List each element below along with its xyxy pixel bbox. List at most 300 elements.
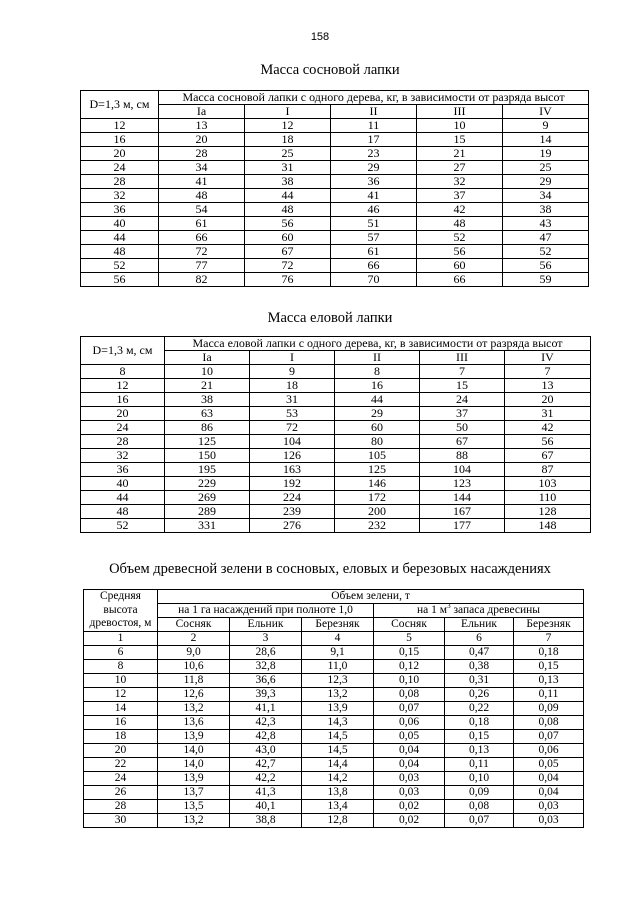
table-cell: 172 (335, 491, 420, 505)
table-cell: 7 (505, 365, 591, 379)
table-cell: 27 (417, 161, 503, 175)
table-cell: 32 (81, 189, 159, 203)
table-cell: 31 (250, 393, 335, 407)
table-cell: 70 (331, 273, 417, 287)
table-cell: 13,2 (302, 688, 374, 702)
table3-group-header: Объем зелени, т (158, 590, 584, 604)
table-row (81, 477, 591, 491)
table-row (81, 421, 591, 435)
table-cell: 0,02 (374, 814, 445, 828)
table-cell: 150 (165, 449, 250, 463)
table-cell: 0,15 (445, 730, 514, 744)
table-cell: 12 (245, 119, 331, 133)
table-cell: 66 (331, 259, 417, 273)
table-cell: 42,3 (230, 716, 302, 730)
spruce-branch-mass-table (80, 336, 591, 533)
table-cell: 51 (331, 217, 417, 231)
table-cell: 13 (159, 119, 245, 133)
table2-column-header: III (420, 351, 505, 365)
table-cell: 36 (331, 175, 417, 189)
table-cell: 39,3 (230, 688, 302, 702)
table-cell: 177 (420, 519, 505, 533)
table-cell: 34 (159, 161, 245, 175)
table-cell: 59 (503, 273, 589, 287)
greenery-volume-table (83, 589, 584, 828)
table-cell: 53 (250, 407, 335, 421)
table-row (84, 688, 584, 702)
table-cell: 11,0 (302, 660, 374, 674)
table-cell: 12,3 (302, 674, 374, 688)
table-cell: 0,08 (374, 688, 445, 702)
table-cell: 12,6 (158, 688, 230, 702)
table-cell: 20 (81, 407, 165, 421)
table-row (84, 716, 584, 730)
table-cell: 31 (505, 407, 591, 421)
table-cell: 61 (159, 217, 245, 231)
table-cell: 52 (81, 259, 159, 273)
table-cell: 125 (335, 463, 420, 477)
table-row (84, 786, 584, 800)
table-cell: 30 (84, 814, 158, 828)
table-cell: 26 (84, 786, 158, 800)
table-cell: 42 (505, 421, 591, 435)
table-cell: 0,03 (514, 814, 584, 828)
table-cell: 72 (159, 245, 245, 259)
table-cell: 67 (245, 245, 331, 259)
table-cell: 21 (417, 147, 503, 161)
table-cell: 0,10 (445, 772, 514, 786)
table-cell: 29 (503, 175, 589, 189)
table-cell: 37 (417, 189, 503, 203)
table-cell: 13,9 (158, 772, 230, 786)
table3-row-header-line: высота (103, 603, 138, 616)
table-cell: 9 (503, 119, 589, 133)
table-row (84, 758, 584, 772)
table-cell: 12 (81, 379, 165, 393)
table-cell: 9 (250, 365, 335, 379)
table-cell: 0,15 (514, 660, 584, 674)
table-cell: 13,2 (158, 702, 230, 716)
table-cell: 24 (81, 161, 159, 175)
table-cell: 20 (81, 147, 159, 161)
table-cell: 10,6 (158, 660, 230, 674)
table-cell: 9,0 (158, 646, 230, 660)
table-cell: 289 (165, 505, 250, 519)
table-cell: 38 (503, 203, 589, 217)
table-cell: 110 (505, 491, 591, 505)
subgroup-text: запаса древесины (450, 604, 541, 616)
table-cell: 0,18 (514, 646, 584, 660)
table3-subgroup-per-cubic-meter (374, 604, 584, 618)
table-cell: 13,8 (302, 786, 374, 800)
table-cell: 32 (417, 175, 503, 189)
table-cell: 200 (335, 505, 420, 519)
table-cell: 15 (420, 379, 505, 393)
table-cell: 61 (331, 245, 417, 259)
table3-column-header: Березняк (302, 618, 374, 632)
table-cell: 38,8 (230, 814, 302, 828)
table-row (84, 702, 584, 716)
table-cell: 0,03 (514, 800, 584, 814)
table-cell: 28 (84, 800, 158, 814)
table-cell: 56 (505, 435, 591, 449)
table-cell: 15 (417, 133, 503, 147)
table-cell: 24 (420, 393, 505, 407)
table-cell: 11 (331, 119, 417, 133)
table-cell: 72 (250, 421, 335, 435)
table-cell: 10 (165, 365, 250, 379)
table-cell: 23 (331, 147, 417, 161)
table-row (84, 646, 584, 660)
table-row (81, 175, 589, 189)
table-cell: 0,04 (374, 744, 445, 758)
table-cell: 0,18 (445, 716, 514, 730)
table1-group-header: Масса сосновой лапки с одного дерева, кг, в зависимости от разряда высот (159, 91, 589, 105)
table-cell: 36 (81, 203, 159, 217)
table-row (84, 660, 584, 674)
table2-column-header: II (335, 351, 420, 365)
table-cell: 42,2 (230, 772, 302, 786)
table-cell: 10 (84, 674, 158, 688)
table-cell: 52 (417, 231, 503, 245)
table-cell: 0,13 (514, 674, 584, 688)
table-cell: 0,10 (374, 674, 445, 688)
table-cell: 31 (245, 161, 331, 175)
table-cell: 17 (331, 133, 417, 147)
table-cell: 34 (503, 189, 589, 203)
table-cell: 28 (81, 435, 165, 449)
table-cell: 88 (420, 449, 505, 463)
table-cell: 47 (503, 231, 589, 245)
table-cell: 16 (335, 379, 420, 393)
table-cell: 0,06 (514, 744, 584, 758)
table1-column-header: III (417, 105, 503, 119)
table-cell: 125 (165, 435, 250, 449)
table-cell: 13,7 (158, 786, 230, 800)
table1-column-header: II (331, 105, 417, 119)
table-cell: 239 (250, 505, 335, 519)
table-cell: 13,9 (158, 730, 230, 744)
table-cell: 13,9 (302, 702, 374, 716)
table-cell: 76 (245, 273, 331, 287)
table-cell: 8 (335, 365, 420, 379)
table3-row-header (84, 590, 158, 632)
table-row (81, 147, 589, 161)
table-cell: 0,05 (374, 730, 445, 744)
table-cell: 41 (159, 175, 245, 189)
table-row (81, 203, 589, 217)
table-cell: 269 (165, 491, 250, 505)
table-cell: 44 (81, 231, 159, 245)
table-cell: 87 (505, 463, 591, 477)
table2-title: Масса еловой лапки (267, 310, 393, 326)
table-cell: 0,47 (445, 646, 514, 660)
table2-column-header: IV (505, 351, 591, 365)
table-cell: 80 (335, 435, 420, 449)
table-row (81, 245, 589, 259)
table-row (81, 449, 591, 463)
table-cell: 29 (331, 161, 417, 175)
table2-column-header: I (250, 351, 335, 365)
table-cell: 40 (81, 217, 159, 231)
table-cell: 18 (245, 133, 331, 147)
table-cell: 0,03 (374, 772, 445, 786)
table-cell: 331 (165, 519, 250, 533)
table-row (81, 505, 591, 519)
table-cell: 192 (250, 477, 335, 491)
table-row (81, 393, 591, 407)
table-cell: 20 (505, 393, 591, 407)
table-cell: 14 (503, 133, 589, 147)
table3-column-header: Сосняк (158, 618, 230, 632)
table3-column-header: Березняк (514, 618, 584, 632)
table-cell: 56 (81, 273, 159, 287)
table-cell: 48 (159, 189, 245, 203)
table2-column-header: Ia (165, 351, 250, 365)
table3-column-header: Ельник (230, 618, 302, 632)
table-cell: 43 (503, 217, 589, 231)
table-cell: 0,07 (445, 814, 514, 828)
table-cell: 0,06 (374, 716, 445, 730)
table-cell: 0,26 (445, 688, 514, 702)
table-cell: 0,15 (374, 646, 445, 660)
table-cell: 36 (81, 463, 165, 477)
table3-column-number: 6 (445, 632, 514, 646)
table-cell: 54 (159, 203, 245, 217)
table-cell: 38 (245, 175, 331, 189)
table-cell: 0,04 (374, 758, 445, 772)
table-row (81, 273, 589, 287)
table3-row-header-line: Средняя (100, 590, 141, 603)
table-cell: 12 (81, 119, 159, 133)
table-cell: 32,8 (230, 660, 302, 674)
table-cell: 12 (84, 688, 158, 702)
table-cell: 63 (165, 407, 250, 421)
table3-column-number: 4 (302, 632, 374, 646)
table-cell: 32 (81, 449, 165, 463)
table1-column-header: IV (503, 105, 589, 119)
table3-column-header: Ельник (445, 618, 514, 632)
table-cell: 224 (250, 491, 335, 505)
table-cell: 41 (331, 189, 417, 203)
table-cell: 16 (81, 133, 159, 147)
table-cell: 0,07 (374, 702, 445, 716)
table-cell: 44 (81, 491, 165, 505)
table3-column-number: 3 (230, 632, 302, 646)
table-cell: 56 (245, 217, 331, 231)
table-cell: 48 (81, 245, 159, 259)
table-cell: 9,1 (302, 646, 374, 660)
table-cell: 14,4 (302, 758, 374, 772)
table3-row-header-line: древостоя, м (89, 617, 152, 630)
table-row (81, 217, 589, 231)
table-cell: 36,6 (230, 674, 302, 688)
table-cell: 28,6 (230, 646, 302, 660)
table-cell: 41,3 (230, 786, 302, 800)
table-row (81, 519, 591, 533)
table-cell: 66 (159, 231, 245, 245)
table-cell: 232 (335, 519, 420, 533)
table-cell: 128 (505, 505, 591, 519)
table-cell: 37 (420, 407, 505, 421)
table-cell: 52 (81, 519, 165, 533)
table-cell: 38 (165, 393, 250, 407)
table-row (81, 365, 591, 379)
table-cell: 25 (245, 147, 331, 161)
table3-column-number: 5 (374, 632, 445, 646)
table-cell: 46 (331, 203, 417, 217)
table-row (81, 491, 591, 505)
table-cell: 0,31 (445, 674, 514, 688)
table-cell: 0,04 (514, 772, 584, 786)
table-cell: 126 (250, 449, 335, 463)
table-cell: 66 (417, 273, 503, 287)
table3-column-number: 1 (84, 632, 158, 646)
table3-title: Объем древесной зелени в сосновых, еловых и березовых насаждениях (109, 561, 551, 577)
table1-column-header: Ia (159, 105, 245, 119)
table-cell: 50 (420, 421, 505, 435)
table-cell: 60 (335, 421, 420, 435)
table-cell: 0,12 (374, 660, 445, 674)
table-cell: 0,08 (445, 800, 514, 814)
table-cell: 0,02 (374, 800, 445, 814)
table-row (81, 259, 589, 273)
table-cell: 56 (417, 245, 503, 259)
table-cell: 25 (503, 161, 589, 175)
table-cell: 21 (165, 379, 250, 393)
table-cell: 60 (417, 259, 503, 273)
table-cell: 24 (81, 421, 165, 435)
table-cell: 13,6 (158, 716, 230, 730)
table-row (81, 189, 589, 203)
subgroup-text: на 1 м (417, 604, 448, 616)
table-cell: 104 (250, 435, 335, 449)
table-row (81, 231, 589, 245)
table-cell: 105 (335, 449, 420, 463)
pine-branch-mass-table (80, 90, 589, 287)
table-row (84, 674, 584, 688)
table-cell: 29 (335, 407, 420, 421)
table-row (81, 435, 591, 449)
table-cell: 0,22 (445, 702, 514, 716)
table-row (84, 772, 584, 786)
table-cell: 8 (84, 660, 158, 674)
table-cell: 0,38 (445, 660, 514, 674)
table-cell: 52 (503, 245, 589, 259)
table-cell: 14 (84, 702, 158, 716)
table-cell: 0,11 (445, 758, 514, 772)
table1-title: Масса сосновой лапки (260, 62, 400, 78)
table-cell: 13,2 (158, 814, 230, 828)
table-cell: 146 (335, 477, 420, 491)
table-cell: 57 (331, 231, 417, 245)
table-cell: 7 (420, 365, 505, 379)
table-cell: 104 (420, 463, 505, 477)
table-cell: 6 (84, 646, 158, 660)
table-cell: 0,03 (374, 786, 445, 800)
table-cell: 14,0 (158, 758, 230, 772)
table-cell: 67 (420, 435, 505, 449)
table-row (81, 463, 591, 477)
table-cell: 14,3 (302, 716, 374, 730)
table-cell: 67 (505, 449, 591, 463)
table-cell: 42,7 (230, 758, 302, 772)
table2-row-header: D=1,3 м, см (81, 337, 165, 365)
table-cell: 144 (420, 491, 505, 505)
table-cell: 82 (159, 273, 245, 287)
table-cell: 28 (159, 147, 245, 161)
table3-column-number: 2 (158, 632, 230, 646)
table-cell: 16 (84, 716, 158, 730)
table-cell: 60 (245, 231, 331, 245)
table-cell: 0,11 (514, 688, 584, 702)
table2-group-header: Масса еловой лапки с одного дерева, кг, в зависимости от разряда высот (165, 337, 591, 351)
table-cell: 56 (503, 259, 589, 273)
table-row (84, 730, 584, 744)
table-cell: 103 (505, 477, 591, 491)
superscript: 3 (447, 603, 451, 611)
table-cell: 167 (420, 505, 505, 519)
table-cell: 8 (81, 365, 165, 379)
table-cell: 229 (165, 477, 250, 491)
table3-column-header: Сосняк (374, 618, 445, 632)
table-cell: 40 (81, 477, 165, 491)
table-cell: 13,5 (158, 800, 230, 814)
table-cell: 19 (503, 147, 589, 161)
table-cell: 10 (417, 119, 503, 133)
table-cell: 0,09 (514, 702, 584, 716)
table1-row-header: D=1,3 м, см (81, 91, 159, 119)
table-cell: 20 (159, 133, 245, 147)
table-cell: 42 (417, 203, 503, 217)
table-cell: 18 (84, 730, 158, 744)
table-cell: 18 (250, 379, 335, 393)
table-cell: 13 (505, 379, 591, 393)
table-row (81, 379, 591, 393)
table-cell: 195 (165, 463, 250, 477)
table-cell: 163 (250, 463, 335, 477)
table-cell: 20 (84, 744, 158, 758)
table-cell: 0,07 (514, 730, 584, 744)
table3-subgroup-per-hectare: на 1 га насаждений при полноте 1,0 (158, 604, 374, 618)
table-cell: 72 (245, 259, 331, 273)
table-cell: 12,8 (302, 814, 374, 828)
table-cell: 41,1 (230, 702, 302, 716)
table-cell: 14,0 (158, 744, 230, 758)
table-cell: 77 (159, 259, 245, 273)
table-row (81, 119, 589, 133)
table-cell: 28 (81, 175, 159, 189)
table-cell: 0,13 (445, 744, 514, 758)
table-cell: 0,05 (514, 758, 584, 772)
table-cell: 43,0 (230, 744, 302, 758)
table-cell: 22 (84, 758, 158, 772)
table-cell: 14,5 (302, 730, 374, 744)
table-row (81, 133, 589, 147)
table-cell: 48 (245, 203, 331, 217)
table1-column-header: I (245, 105, 331, 119)
table-cell: 42,8 (230, 730, 302, 744)
page-number: 158 (310, 31, 330, 43)
table-cell: 0,09 (445, 786, 514, 800)
table3-column-number: 7 (514, 632, 584, 646)
table-cell: 0,08 (514, 716, 584, 730)
table-cell: 44 (245, 189, 331, 203)
table-cell: 48 (81, 505, 165, 519)
table-cell: 14,2 (302, 772, 374, 786)
table-cell: 16 (81, 393, 165, 407)
table-cell: 148 (505, 519, 591, 533)
